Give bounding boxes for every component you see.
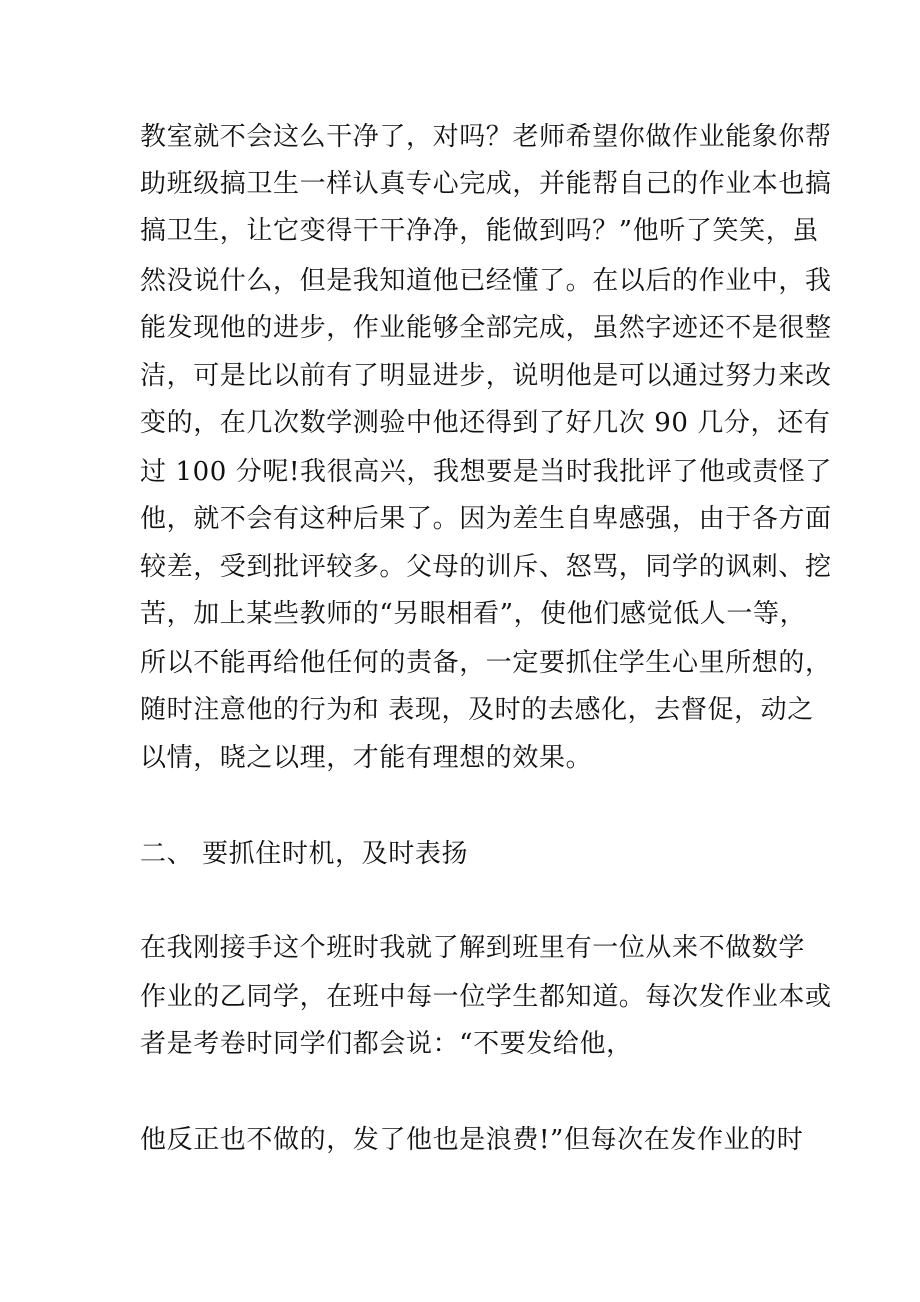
section-heading: 二、 要抓住时机，及时表扬 [140, 839, 469, 869]
text-line: 教室就不会这么干净了，对吗？老师希望你做作业能象你帮 [140, 122, 832, 152]
text-line: 过 100 分呢!我很高兴，我想要是当时我批评了他或责怪了 [140, 457, 833, 487]
text-line: 洁，可是比以前有了明显进步，说明他是可以通过努力来改 [140, 361, 832, 391]
text-line: 他，就不会有这种后果了。因为差生自卑感强，由于各方面 [140, 504, 832, 534]
text-line: 作业的乙同学，在班中每一位学生都知道。每次发作业本或 [140, 982, 832, 1012]
text-line: 较差，受到批评较多。父母的训斥、怒骂，同学的讽刺、挖 [140, 552, 832, 582]
text-line: 苦，加上某些教师的“另眼相看”，使他们感觉低人一等， [140, 599, 807, 629]
text-line: 能发现他的进步，作业能够全部完成，虽然字迹还不是很整 [140, 313, 832, 343]
text-line: 以情，晓之以理，才能有理想的效果。 [140, 743, 593, 773]
text-line: 随时注意他的行为和 表现，及时的去感化，去督促，动之 [140, 695, 814, 725]
text-line: 他反正也不做的，发了他也是浪费!”但每次在发作业的时 [140, 1125, 804, 1155]
text-line: 所以不能再给他任何的责备，一定要抓住学生心里所想的， [140, 648, 832, 678]
text-line: 变的，在几次数学测验中他还得到了好几次 90 几分，还有 [140, 408, 831, 438]
text-line: 助班级搞卫生一样认真专心完成，并能帮自己的作业本也搞 [140, 169, 832, 199]
text-line: 搞卫生，让它变得干干净净，能做到吗？”他听了笑笑，虽 [140, 216, 819, 246]
text-line: 然没说什么，但是我知道他已经懂了。在以后的作业中，我 [140, 266, 832, 296]
text-line: 在我刚接手这个班时我就了解到班里有一位从来不做数学 [140, 933, 806, 963]
text-line: 者是考卷时同学们都会说：“不要发给他， [140, 1029, 633, 1059]
